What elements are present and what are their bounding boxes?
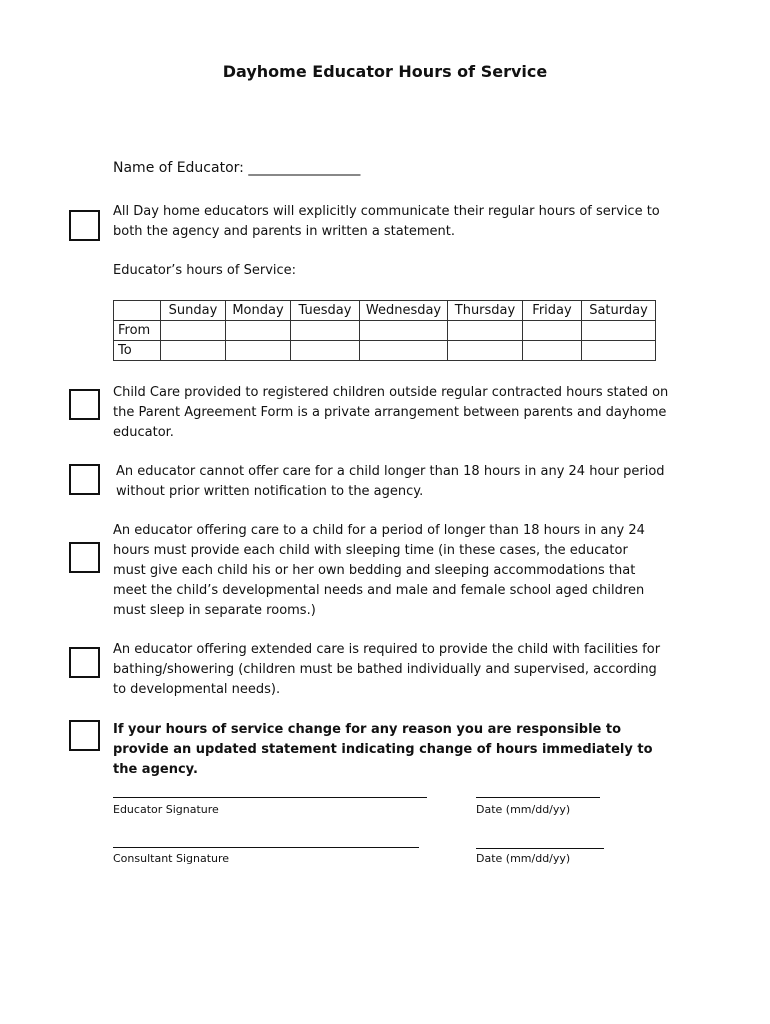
day-header: Monday (226, 301, 291, 321)
hours-table (113, 300, 656, 361)
educator-signature-line[interactable] (113, 797, 427, 798)
row-label: From (114, 321, 161, 341)
hours-of-service-label: Educator’s hours of Service: (113, 263, 297, 278)
checkbox-sleeping-time[interactable] (69, 542, 100, 573)
checkbox-private-arrangement[interactable] (69, 389, 100, 420)
day-header: Wednesday (360, 301, 448, 321)
from-wednesday-cell[interactable] (360, 321, 448, 341)
checkbox-bathing-facilities[interactable] (69, 647, 100, 678)
from-saturday-cell[interactable] (582, 321, 656, 341)
to-monday-cell[interactable] (226, 341, 291, 361)
checkbox-18-hour-limit[interactable] (69, 464, 100, 495)
educator-date-line[interactable] (476, 797, 600, 798)
from-sunday-cell[interactable] (161, 321, 226, 341)
day-header: Thursday (448, 301, 523, 321)
row-label: To (114, 341, 161, 361)
paragraph-communicate-hours: All Day home educators will explicitly communicate their regular hours of service to both the agency and parents in written a statement. (113, 204, 660, 239)
checkbox-update-statement[interactable] (69, 720, 100, 751)
day-header: Sunday (161, 301, 226, 321)
page-title: Dayhome Educator Hours of Service (222, 62, 548, 81)
to-saturday-cell[interactable] (582, 341, 656, 361)
to-sunday-cell[interactable] (161, 341, 226, 361)
from-monday-cell[interactable] (226, 321, 291, 341)
day-header: Saturday (582, 301, 656, 321)
paragraph-18-hour-limit: An educator cannot offer care for a child longer than 18 hours in any 24 hour period without prior written notification to the agency. (116, 464, 665, 499)
educator-date-label: Date (mm/dd/yy) (476, 803, 571, 816)
from-thursday-cell[interactable] (448, 321, 523, 341)
day-header: Tuesday (291, 301, 360, 321)
consultant-signature-line[interactable] (113, 847, 419, 848)
consultant-signature-label: Consultant Signature (113, 852, 230, 865)
from-friday-cell[interactable] (523, 321, 582, 341)
to-wednesday-cell[interactable] (360, 341, 448, 361)
hours-table-row-to (114, 341, 656, 361)
day-header: Friday (523, 301, 582, 321)
educator-name-blank[interactable]: ________________ (248, 160, 361, 176)
educator-name-label: Name of Educator: (113, 160, 244, 176)
paragraph-sleeping-time: An educator offering care to a child for a period of longer than 18 hours in any 24 hours must provide each child with sleeping time (in these cases, the educator must give each child his or her own bedding and sleeping accommodations that meet the child’s developmental needs and male and female school aged children must sleep in separate rooms.) (113, 523, 645, 618)
to-tuesday-cell[interactable] (291, 341, 360, 361)
to-friday-cell[interactable] (523, 341, 582, 361)
educator-signature-label: Educator Signature (113, 803, 219, 816)
hours-table-header-row (114, 301, 656, 321)
checkbox-communicate-hours[interactable] (69, 210, 100, 241)
from-tuesday-cell[interactable] (291, 321, 360, 341)
consultant-date-label: Date (mm/dd/yy) (476, 852, 571, 865)
educator-name-field[interactable] (113, 160, 360, 176)
paragraph-bathing-facilities: An educator offering extended care is required to provide the child with facilities for bathing/showering (children must be bathed individually and supervised, according to developmental needs). (113, 642, 661, 697)
hours-table-row-from (114, 321, 656, 341)
paragraph-update-statement: If your hours of service change for any reason you are responsible to provide an updated statement indicating change of hours immediately to the agency. (113, 722, 653, 777)
to-thursday-cell[interactable] (448, 341, 523, 361)
table-corner-cell (114, 301, 161, 321)
consultant-date-line[interactable] (476, 848, 604, 849)
paragraph-private-arrangement: Child Care provided to registered children outside regular contracted hours stated on the Parent Agreement Form is a private arrangement between parents and dayhome educator. (113, 385, 669, 440)
